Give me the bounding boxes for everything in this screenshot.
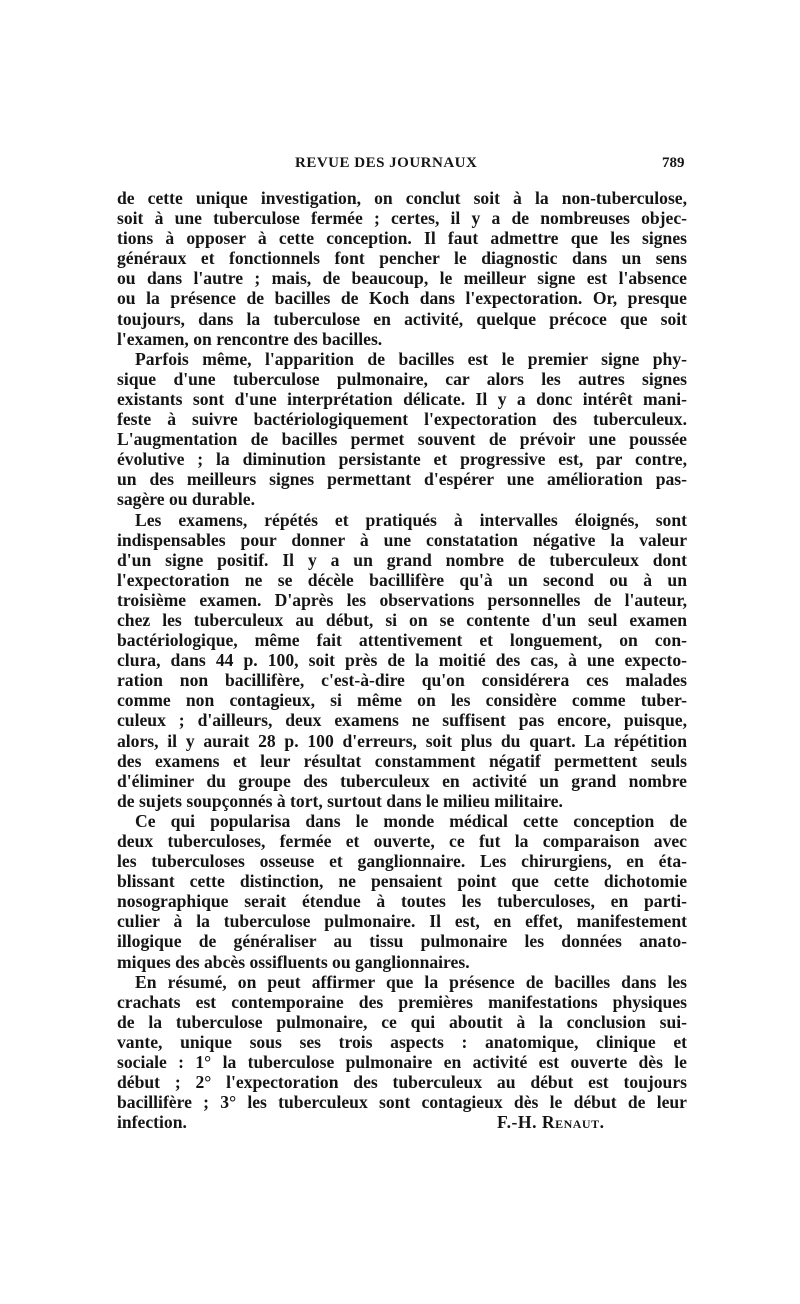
text-line: d'éliminer du groupe des tuberculeux en activité un grand nombre (117, 770, 687, 791)
text-line: comme non contagieux, si même on les considère comme tuber- (117, 690, 687, 711)
text-line: de sujets soupçonnés à tort, surtout dans le milieu militaire. (117, 790, 563, 811)
text-line: culier à la tuberculose pulmonaire. Il est, en effet, manifestement (117, 911, 687, 932)
text-line: tions à opposer à cette conception. Il faut admettre que les signes (117, 228, 687, 249)
text-line: chez les tuberculeux au début, si on se contente d'un seul examen (117, 609, 687, 630)
text-line: sagère ou durable. (117, 489, 255, 510)
text-line: feste à suivre bactériologiquement l'expectoration des tuberculeux. (117, 409, 687, 430)
closing-line (117, 1112, 687, 1132)
running-title: REVUE DES JOURNAUX (295, 155, 478, 171)
text-line: généraux et fonctionnels font pencher le diagnostic dans un sens (117, 248, 687, 269)
paragraph-start: Ce qui popularisa dans le monde médical cette conception de (135, 810, 687, 831)
text-line: culeux ; d'ailleurs, deux examens ne suffisent pas encore, puisque, (117, 710, 687, 731)
paragraph-start: Les examens, répétés et pratiqués à intervalles éloignés, sont (135, 509, 687, 530)
article-body (117, 188, 687, 1132)
text-line: deux tuberculoses, fermée et ouverte, ce fut la comparaison avec (117, 831, 687, 851)
closing-text: infection. (117, 1112, 187, 1133)
text-line: ou dans l'autre ; mais, de beaucoup, le meilleur signe est l'absence (117, 268, 687, 289)
text-line: vante, unique sous ses trois aspects : anatomique, clinique et (117, 1031, 687, 1052)
text-line: soit à une tuberculose fermée ; certes, il y a de nombreuses objec- (117, 208, 687, 229)
text-line: clura, dans 44 p. 100, soit près de la moitié des cas, à une expecto- (117, 650, 687, 671)
text-line: L'augmentation de bacilles permet souvent de prévoir une poussée (117, 429, 687, 450)
text-line: évolutive ; la diminution persistante et progressive est, par contre, (117, 449, 687, 470)
text-line: troisième examen. D'après les observations personnelles de l'auteur, (117, 589, 687, 610)
text-line: blissant cette distinction, ne pensaient point que cette dichotomie (117, 871, 687, 892)
text-line: sociale : 1° la tuberculose pulmonaire en activité est ouverte dès le (117, 1052, 687, 1073)
text-line: les tuberculoses osseuse et ganglionnaire. Les chirurgiens, en éta- (117, 851, 687, 872)
author-signature: F.-H. Renaut. (497, 1112, 605, 1133)
text-line: d'un signe positif. Il y a un grand nombre de tuberculeux dont (117, 549, 687, 570)
text-line: toujours, dans la tuberculose en activité, quelque précoce que soit (117, 308, 687, 329)
text-line: de cette unique investigation, on conclut soit à la non-tuberculose, (117, 188, 687, 208)
text-line: miques des abcès ossifluents ou ganglionnaires. (117, 951, 470, 972)
text-line: alors, il y aurait 28 p. 100 d'erreurs, soit plus du quart. La répétition (117, 730, 687, 751)
text-line: nosographique serait étendue à toutes les tuberculoses, en parti- (117, 891, 687, 912)
text-line: des examens et leur résultat constamment négatif permettent seuls (117, 750, 687, 771)
text-line: crachats est contemporaine des premières manifestations physiques (117, 991, 687, 1012)
text-line: ou la présence de bacilles de Koch dans l'expectoration. Or, presque (117, 288, 687, 309)
text-line: existants sont d'une interprétation délicate. Il y a donc intérêt mani- (117, 388, 687, 409)
text-line: un des meilleurs signes permettant d'espérer une amélioration pas- (117, 469, 687, 490)
text-line: ration non bacillifère, c'est-à-dire qu'on considérera ces malades (117, 670, 687, 691)
text-line: de la tuberculose pulmonaire, ce qui aboutit à la conclusion sui- (117, 1011, 687, 1032)
page-number: 789 (662, 155, 685, 171)
paragraph-start: En résumé, on peut affirmer que la présence de bacilles dans les (135, 971, 687, 992)
text-line: bactériologique, même fait attentivement et longuement, on con- (117, 630, 687, 651)
text-line: sique d'une tuberculose pulmonaire, car alors les autres signes (117, 368, 687, 389)
text-line: l'expectoration ne se décèle bacillifère qu'à un second ou à un (117, 569, 687, 590)
paragraph-start: Parfois même, l'apparition de bacilles est le premier signe phy- (135, 348, 687, 369)
text-line: l'examen, on rencontre des bacilles. (117, 328, 383, 349)
running-head (0, 155, 800, 179)
text-line: indispensables pour donner à une constatation négative la valeur (117, 529, 687, 550)
text-line: bacillifère ; 3° les tuberculeux sont contagieux dès le début de leur (117, 1092, 687, 1113)
text-line: illogique de généraliser au tissu pulmonaire les données anato- (117, 931, 687, 952)
text-line: début ; 2° l'expectoration des tuberculeux au début est toujours (117, 1072, 687, 1093)
